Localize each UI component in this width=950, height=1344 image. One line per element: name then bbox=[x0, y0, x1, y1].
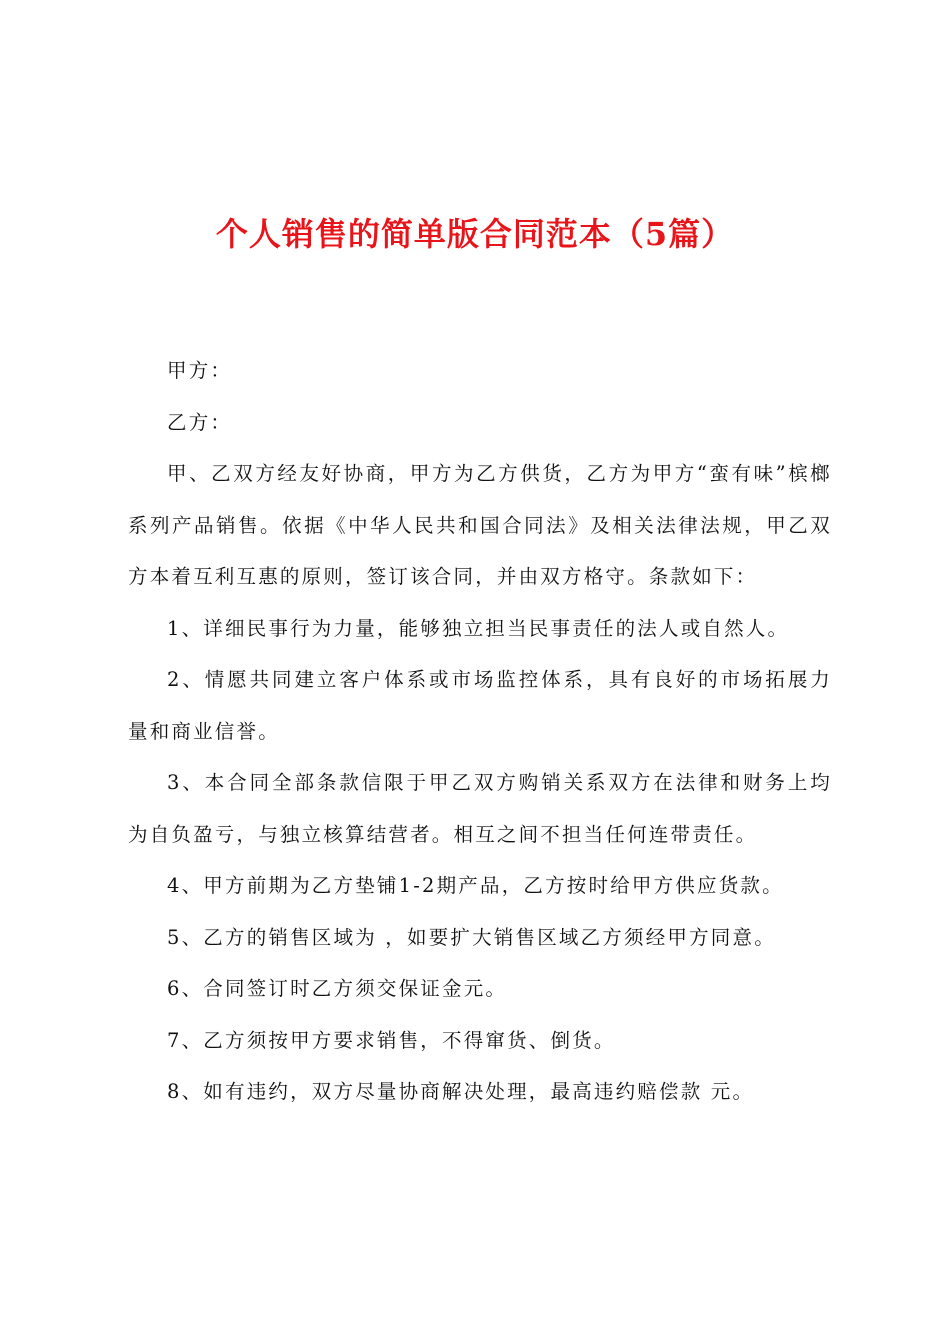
clause-4: 4、甲方前期为乙方垫铺1-2期产品，乙方按时给甲方供应货款。 bbox=[167, 874, 784, 897]
clause-1: 1、详细民事行为力量，能够独立担当民事责任的法人或自然人。 bbox=[167, 616, 790, 640]
clause-6: 6、合同签订时乙方须交保证金元。 bbox=[167, 977, 508, 1000]
preamble-paragraph: 甲、乙双方经友好协商，甲方为乙方供货，乙方为甲方“蛮有味”槟榔系列产品销售。依据《中华人民共和国合同法》及相关法律法规，甲乙双方本着互利互惠的原则，签订该合同，并由双方格守。条款如下： bbox=[128, 462, 832, 588]
clause-2: 2、情愿共同建立客户体系或市场监控体系，具有良好的市场拓展力量和商业信誉。 bbox=[128, 668, 832, 743]
clause-3: 3、本合同全部条款信限于甲乙双方购销关系双方在法律和财务上均为自负盈亏，与独立核算结营者。相互之间不担当任何连带责任。 bbox=[128, 771, 832, 846]
document-title: 个人销售的简单版合同范本（5篇） bbox=[215, 215, 735, 253]
party-b-line: 乙方： bbox=[167, 410, 233, 434]
clause-7: 7、乙方须按甲方要求销售，不得窜货、倒货。 bbox=[167, 1028, 616, 1052]
party-a-line: 甲方： bbox=[167, 359, 233, 382]
clause-8: 8、如有违约，双方尽量协商解决处理，最高违约赔偿款 元。 bbox=[167, 1080, 755, 1103]
document-body bbox=[128, 345, 832, 1118]
clause-5: 5、乙方的销售区域为 ，如要扩大销售区域乙方须经甲方同意。 bbox=[167, 925, 776, 949]
